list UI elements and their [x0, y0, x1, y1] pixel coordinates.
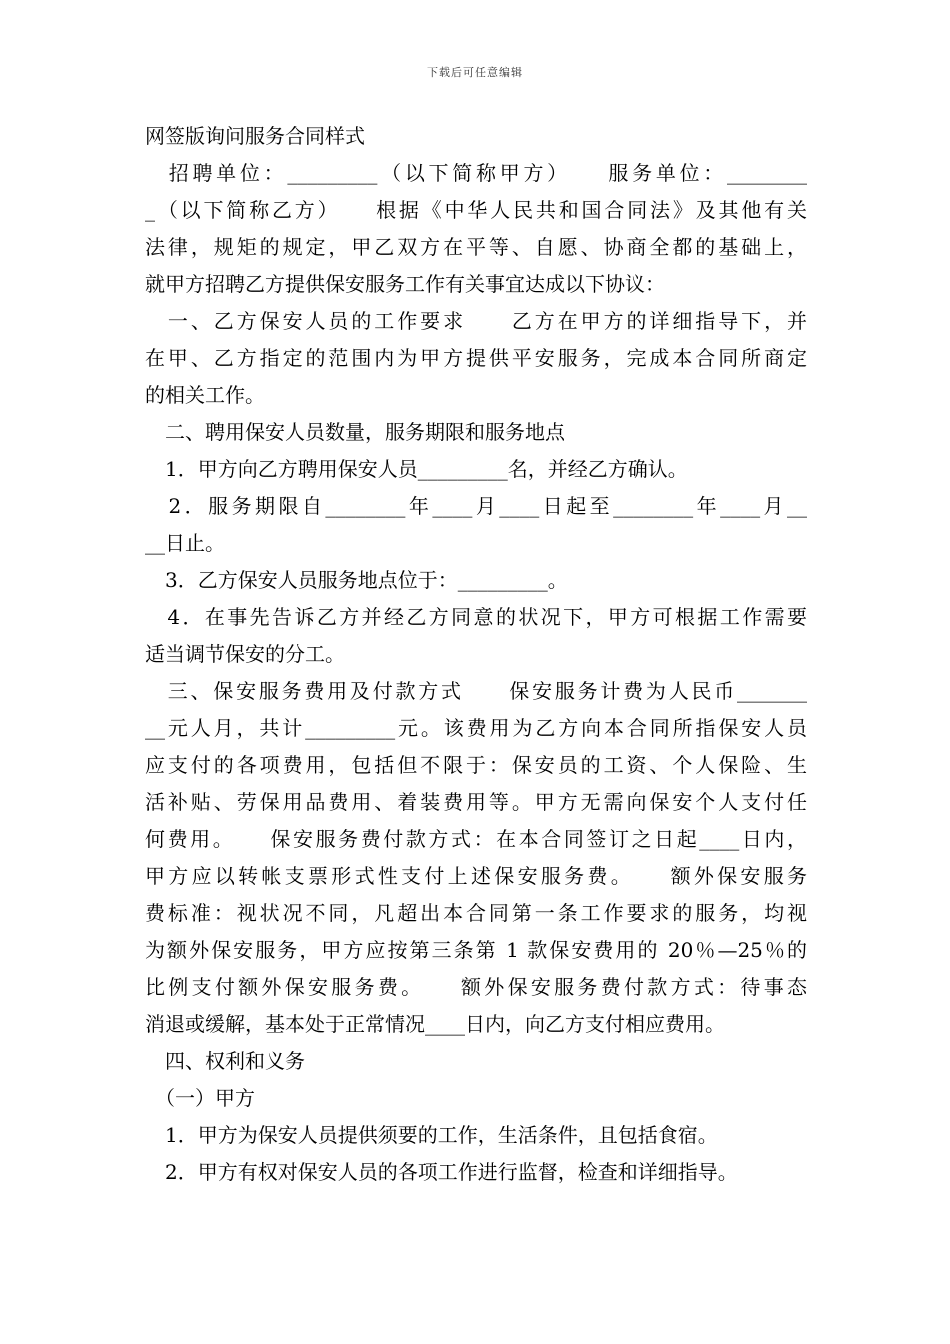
section-4-item-1: 1．甲方为保安人员提供须要的工作，生活条件，且包括食宿。 [145, 1123, 718, 1147]
section-3-line: 消退或缓解，基本处于正常情况____日内，向乙方支付相应费用。 [145, 1012, 725, 1036]
parties-paragraph-line: _（以下简称乙方） 根据《中华人民共和国合同法》及其他有关 [145, 198, 807, 222]
document-title: 网签版询问服务合同样式 [145, 124, 365, 148]
section-1-line: 一、乙方保安人员的工作要求 乙方在甲方的详细指导下，并 [145, 309, 807, 333]
section-2-item-4: 4．在事先告诉乙方并经乙方同意的状况下，甲方可根据工作需要 [145, 605, 807, 629]
section-3-line: 三、保安服务费用及付款方式 保安服务计费为人民币_______ [145, 679, 807, 703]
parties-paragraph-line: 法律，规矩的规定，甲乙双方在平等、自愿、协商全都的基础上， [145, 235, 807, 259]
section-3-line: 比例支付额外保安服务费。 额外保安服务费付款方式：待事态 [145, 975, 807, 999]
contract-body [145, 118, 807, 1191]
page-header-note: 下载后可任意编辑 [427, 66, 523, 79]
parties-paragraph-line: 招聘单位：_________（以下简称甲方） 服务单位：________ [145, 161, 807, 185]
section-2-item-4: 适当调节保安的分工。 [145, 642, 345, 666]
section-3-line: 活补贴、劳保用品费用、着装费用等。甲方无需向保安个人支付任 [145, 790, 807, 814]
section-1-line: 在甲、乙方指定的范围内为甲方提供平安服务，完成本合同所商定 [145, 346, 807, 370]
section-2-item-2: 2．服务期限自________年____月____日起至________年____月__ [145, 494, 807, 518]
section-2-item-1: 1．甲方向乙方聘用保安人员_________名，并经乙方确认。 [145, 457, 688, 481]
section-3-line: 甲方应以转帐支票形式性支付上述保安服务费。 额外保安服务 [145, 864, 807, 888]
section-3-line: 应支付的各项费用，包括但不限于：保安员的工资、个人保险、生 [145, 753, 807, 777]
section-4-item-2: 2．甲方有权对保安人员的各项工作进行监督，检查和详细指导。 [145, 1160, 738, 1184]
section-2-heading: 二、聘用保安人员数量，服务期限和服务地点 [145, 420, 565, 444]
section-3-line: __元人月，共计_________元。该费用为乙方向本合同所指保安人员 [145, 716, 807, 740]
section-3-line: 为额外保安服务，甲方应按第三条第 1 款保安费用的 20％—25％的 [145, 938, 807, 962]
section-1-line: 的相关工作。 [145, 383, 265, 407]
parties-paragraph-line: 就甲方招聘乙方提供保安服务工作有关事宜达成以下协议： [145, 272, 665, 296]
section-3-line: 费标准：视状况不同，凡超出本合同第一条工作要求的服务，均视 [145, 901, 807, 925]
section-2-item-2: __日止。 [145, 531, 225, 555]
section-2-item-3: 3．乙方保安人员服务地点位于：_________。 [145, 568, 568, 592]
section-4-heading: 四、权利和义务 [145, 1049, 305, 1073]
section-4-subheading-party-a: （一）甲方 [145, 1086, 255, 1110]
section-3-line: 何费用。 保安服务费付款方式：在本合同签订之日起____日内， [145, 827, 807, 851]
